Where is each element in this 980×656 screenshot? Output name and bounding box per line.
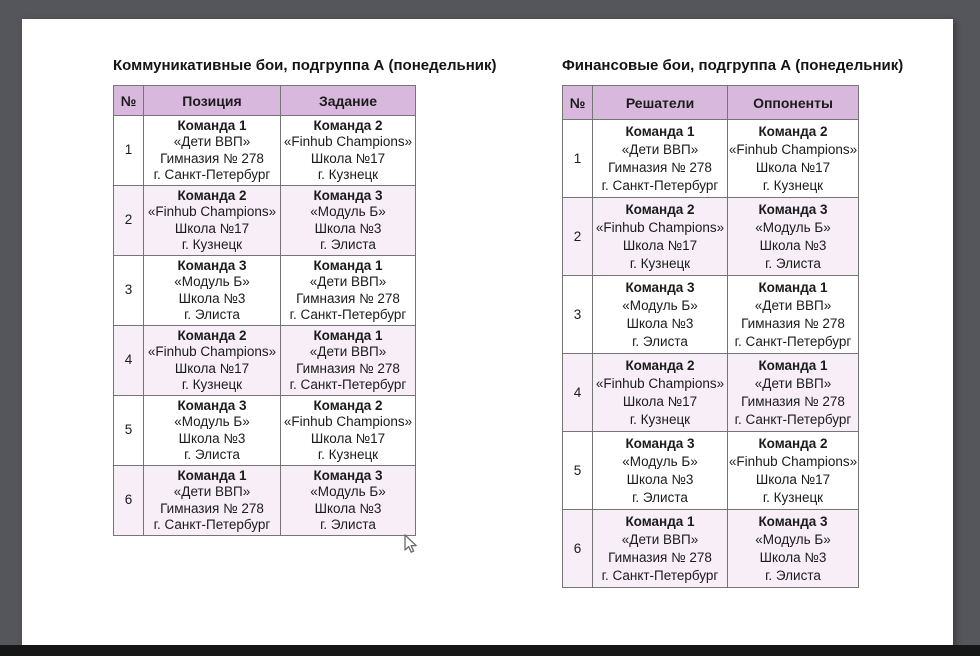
team-title: «Модуль Б» (174, 274, 250, 289)
team-cell (728, 354, 859, 432)
team-cell (728, 276, 859, 354)
team-title: «Finhub Champions» (283, 414, 413, 429)
team-cell (728, 510, 859, 588)
team-title: «Дети ВВП» (621, 141, 699, 157)
team-city: г. Кузнецк (629, 411, 691, 427)
team-city: г. Санкт-Петербург (601, 177, 719, 193)
team-title: «Дети ВВП» (309, 274, 387, 289)
team-name: Команда 1 (625, 123, 695, 139)
column-header-opponents: Оппоненты (728, 86, 859, 120)
team-cell (728, 432, 859, 510)
team-school: Школа №17 (622, 237, 698, 253)
team-title: «Модуль Б» (310, 484, 386, 499)
table-row (114, 396, 416, 466)
team-school: Школа №17 (622, 393, 698, 409)
team-title: «Дети ВВП» (621, 531, 699, 547)
table-row (563, 432, 859, 510)
header-row (114, 86, 416, 116)
header-row (563, 86, 859, 120)
table-row (563, 120, 859, 198)
team-school: Школа №3 (178, 430, 246, 446)
team-title: «Модуль Б» (310, 204, 386, 219)
team-title: «Модуль Б» (174, 414, 250, 429)
row-number: 1 (114, 116, 144, 186)
team-city: г. Санкт-Петербург (153, 167, 271, 182)
team-title: «Дети ВВП» (309, 344, 387, 359)
team-cell (281, 396, 416, 466)
team-name: Команда 3 (177, 397, 247, 413)
team-cell (728, 198, 859, 276)
row-number: 3 (563, 276, 593, 354)
team-city: г. Кузнецк (181, 377, 243, 392)
team-school: Гимназия № 278 (160, 500, 264, 516)
team-city: г. Кузнецк (317, 447, 379, 462)
team-city: г. Санкт-Петербург (734, 333, 852, 349)
column-header-num: № (114, 86, 144, 116)
team-title: «Finhub Champions» (595, 375, 725, 391)
team-city: г. Кузнецк (762, 177, 824, 193)
team-title: «Finhub Champions» (728, 141, 858, 157)
team-name: Команда 2 (625, 201, 695, 217)
table-row (114, 116, 416, 186)
team-title: «Дети ВВП» (754, 375, 832, 391)
column-header-task: Задание (281, 86, 416, 116)
team-school: Школа №17 (174, 220, 250, 236)
team-title: «Finhub Champions» (728, 453, 858, 469)
team-name: Команда 2 (758, 123, 828, 139)
team-school: Школа №17 (310, 150, 386, 166)
row-number: 2 (114, 186, 144, 256)
team-school: Школа №3 (314, 500, 382, 516)
team-school: Гимназия № 278 (608, 159, 712, 175)
table-row (563, 276, 859, 354)
financial-table (562, 85, 859, 588)
team-cell (144, 186, 281, 256)
team-city: г. Элиста (320, 517, 376, 532)
team-name: Команда 2 (625, 357, 695, 373)
bottom-black-bar (0, 645, 980, 656)
row-number: 6 (563, 510, 593, 588)
table-row (114, 326, 416, 396)
team-title: «Модуль Б» (622, 453, 698, 469)
team-title: «Finhub Champions» (595, 219, 725, 235)
team-title: «Finhub Champions» (147, 204, 277, 219)
column-header-solvers: Решатели (593, 86, 728, 120)
team-name: Команда 3 (177, 257, 247, 273)
financial-table-title: Финансовые бои, подгруппа А (понедельник) (562, 57, 904, 74)
team-school: Гимназия № 278 (741, 315, 845, 331)
team-cell (144, 326, 281, 396)
table-body-0 (114, 116, 416, 536)
team-school: Школа №3 (626, 315, 694, 331)
team-city: г. Элиста (184, 307, 240, 322)
team-city: г. Элиста (765, 255, 821, 271)
column-header-num: № (563, 86, 593, 120)
team-school: Школа №3 (759, 237, 827, 253)
team-city: г. Элиста (632, 333, 688, 349)
table-row (114, 256, 416, 326)
team-school: Гимназия № 278 (296, 360, 400, 376)
team-school: Школа №3 (759, 549, 827, 565)
team-name: Команда 3 (313, 467, 383, 483)
team-name: Команда 3 (625, 435, 695, 451)
team-title: «Модуль Б» (622, 297, 698, 313)
team-cell (144, 396, 281, 466)
team-cell (144, 116, 281, 186)
team-name: Команда 3 (313, 187, 383, 203)
team-city: г. Элиста (765, 567, 821, 583)
team-cell (593, 510, 728, 588)
team-name: Команда 1 (313, 257, 383, 273)
team-cell (144, 256, 281, 326)
team-cell (144, 466, 281, 536)
team-city: г. Кузнецк (317, 167, 379, 182)
team-school: Школа №17 (310, 430, 386, 446)
team-title: «Дети ВВП» (173, 484, 251, 499)
table-row (563, 198, 859, 276)
team-school: Гимназия № 278 (160, 150, 264, 166)
team-name: Команда 1 (758, 279, 828, 295)
communicative-table-title: Коммуникативные бои, подгруппа А (понедельник) (113, 57, 497, 74)
financial-table-block (562, 57, 904, 588)
table-row (114, 466, 416, 536)
team-school: Гимназия № 278 (741, 393, 845, 409)
team-name: Команда 3 (625, 279, 695, 295)
team-name: Команда 3 (758, 201, 828, 217)
row-number: 1 (563, 120, 593, 198)
team-cell (281, 186, 416, 256)
communicative-table-block (113, 57, 497, 536)
team-city: г. Кузнецк (762, 489, 824, 505)
team-name: Команда 2 (313, 397, 383, 413)
table-row (563, 354, 859, 432)
team-school: Школа №3 (626, 471, 694, 487)
team-title: «Дети ВВП» (173, 134, 251, 149)
team-cell (593, 432, 728, 510)
team-name: Команда 2 (177, 327, 247, 343)
team-cell (281, 466, 416, 536)
team-name: Команда 2 (313, 117, 383, 133)
team-title: «Finhub Champions» (283, 134, 413, 149)
team-title: «Модуль Б» (755, 531, 831, 547)
team-city: г. Элиста (184, 447, 240, 462)
team-cell (593, 276, 728, 354)
row-number: 2 (563, 198, 593, 276)
table-body-1 (563, 120, 859, 588)
team-title: «Дети ВВП» (754, 297, 832, 313)
team-city: г. Санкт-Петербург (289, 377, 407, 392)
team-cell (593, 198, 728, 276)
row-number: 6 (114, 466, 144, 536)
team-city: г. Санкт-Петербург (734, 411, 852, 427)
team-school: Школа №17 (755, 159, 831, 175)
team-title: «Finhub Champions» (147, 344, 277, 359)
row-number: 4 (114, 326, 144, 396)
team-city: г. Элиста (632, 489, 688, 505)
team-cell (593, 120, 728, 198)
team-name: Команда 1 (625, 513, 695, 529)
table-row (563, 510, 859, 588)
row-number: 4 (563, 354, 593, 432)
team-name: Команда 1 (758, 357, 828, 373)
team-cell (593, 354, 728, 432)
team-name: Команда 1 (177, 467, 247, 483)
team-city: г. Кузнецк (629, 255, 691, 271)
table-row (114, 186, 416, 256)
team-cell (281, 256, 416, 326)
team-name: Команда 3 (758, 513, 828, 529)
team-cell (281, 116, 416, 186)
team-city: г. Санкт-Петербург (289, 307, 407, 322)
team-name: Команда 2 (177, 187, 247, 203)
team-city: г. Санкт-Петербург (601, 567, 719, 583)
team-school: Школа №3 (314, 220, 382, 236)
team-name: Команда 2 (758, 435, 828, 451)
team-city: г. Санкт-Петербург (153, 517, 271, 532)
team-cell (281, 326, 416, 396)
team-name: Команда 1 (177, 117, 247, 133)
team-title: «Модуль Б» (755, 219, 831, 235)
team-cell (728, 120, 859, 198)
communicative-table (113, 85, 416, 536)
team-school: Гимназия № 278 (296, 290, 400, 306)
column-header-position: Позиция (144, 86, 281, 116)
document-page (22, 19, 953, 645)
team-name: Команда 1 (313, 327, 383, 343)
row-number: 5 (563, 432, 593, 510)
team-school: Школа №17 (755, 471, 831, 487)
team-school: Школа №17 (174, 360, 250, 376)
mouse-cursor-icon (402, 533, 419, 556)
team-school: Школа №3 (178, 290, 246, 306)
team-city: г. Кузнецк (181, 237, 243, 252)
row-number: 3 (114, 256, 144, 326)
row-number: 5 (114, 396, 144, 466)
team-city: г. Элиста (320, 237, 376, 252)
team-school: Гимназия № 278 (608, 549, 712, 565)
